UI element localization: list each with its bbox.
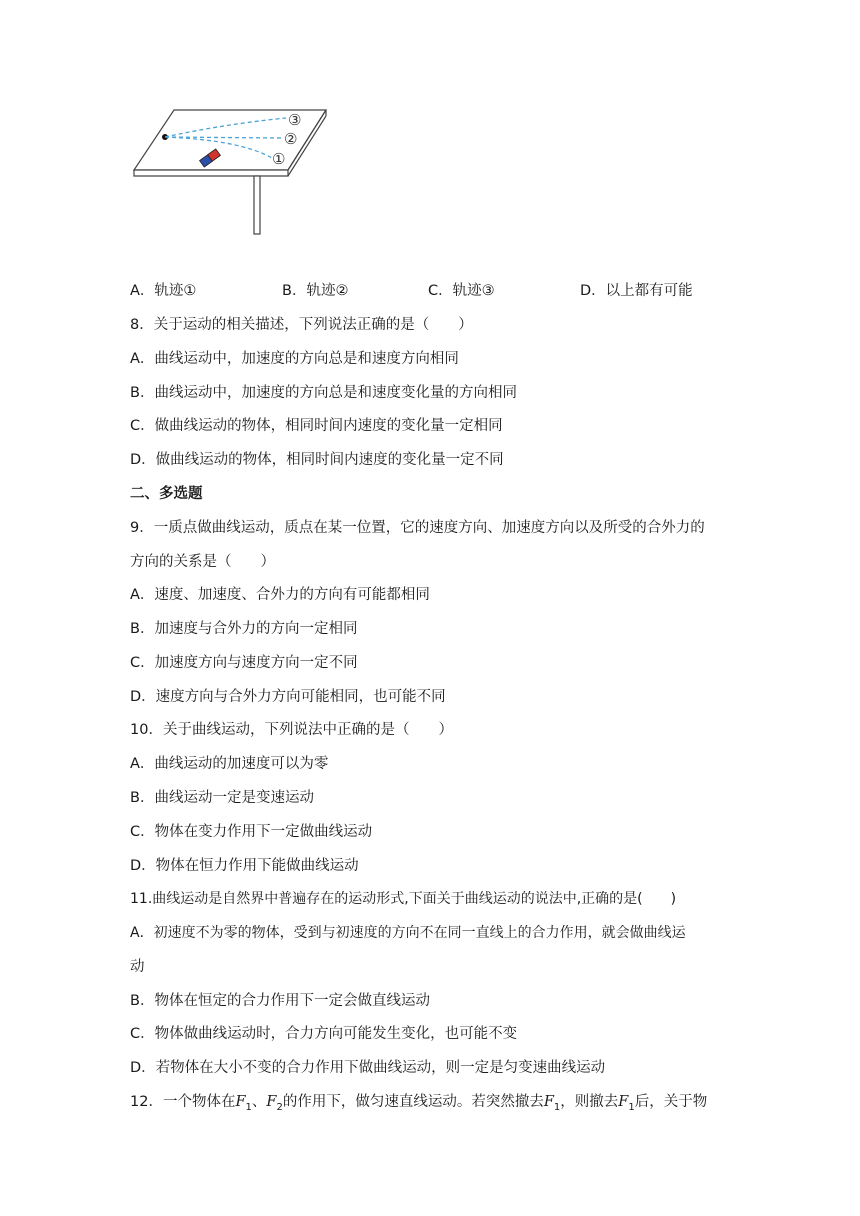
trajectory-label-2: ② — [284, 130, 298, 148]
q8-option-c[interactable]: C．做曲线运动的物体，相同时间内速度的变化量一定相同 — [130, 418, 503, 434]
q10-option-c[interactable]: C．物体在变力作用下一定做曲线运动 — [130, 824, 373, 840]
q7-option-a[interactable]: A．轨迹① — [130, 283, 197, 299]
q9-option-a[interactable]: A．速度、加速度、合外力的方向有可能都相同 — [130, 587, 430, 603]
q11-option-b[interactable]: B．物体在恒定的合力作用下一定会做直线运动 — [130, 993, 430, 1009]
q10-option-d[interactable]: D．物体在恒力作用下能做曲线运动 — [130, 858, 359, 874]
q12-text-1: 12．一个物体在 — [130, 1094, 236, 1110]
section-heading-multiple-choice: 二、多选题 — [130, 486, 203, 502]
table-edge — [134, 170, 288, 176]
trajectory-label-1: ① — [272, 150, 286, 168]
q12-force-f2-subscript: 2 — [276, 1101, 283, 1113]
q12-force-f1-removed-subscript: 1 — [553, 1101, 561, 1113]
q12-text-3: ，则撤去 — [560, 1094, 619, 1110]
q12-text-2: 的作用下，做匀速直线运动。若突然撤去 — [282, 1094, 544, 1110]
q8-stem: 8．关于运动的相关描述，下列说法正确的是（ ） — [130, 317, 473, 333]
q8-option-d[interactable]: D．做曲线运动的物体，相同时间内速度的变化量一定不同 — [130, 452, 504, 468]
q12-force-f2: F — [266, 1094, 277, 1110]
q11-option-d[interactable]: D．若物体在大小不变的合力作用下做曲线运动，则一定是匀变速曲线运动 — [130, 1060, 606, 1076]
q12-stem — [130, 1092, 707, 1118]
q9-option-b[interactable]: B．加速度与合外力的方向一定相同 — [130, 621, 358, 637]
q9-stem-line2: 方向的关系是（ ） — [130, 554, 275, 570]
table-leg — [254, 176, 260, 234]
q9-stem-line1: 9．一质点做曲线运动，质点在某一位置，它的速度方向、加速度方向以及所受的合外力的 — [130, 520, 705, 536]
q9-option-d[interactable]: D．速度方向与合外力方向可能相同，也可能不同 — [130, 689, 446, 705]
q12-separator: 、 — [251, 1094, 267, 1110]
q8-option-b[interactable]: B．曲线运动中，加速度的方向总是和速度变化量的方向相同 — [130, 385, 517, 401]
q12-force-f1-after-subscript: 1 — [628, 1101, 635, 1113]
q10-option-b[interactable]: B．曲线运动一定是变速运动 — [130, 790, 314, 806]
trajectory-label-3: ③ — [288, 111, 302, 129]
q12-force-f1-after: F — [618, 1094, 629, 1110]
q7-option-b[interactable]: B．轨迹② — [282, 283, 349, 299]
q10-stem: 10．关于曲线运动，下列说法中正确的是（ ） — [130, 722, 453, 738]
q7-option-c[interactable]: C．轨迹③ — [428, 283, 495, 299]
q11-stem: 11.曲线运动是自然界中普遍存在的运动形式,下面关于曲线运动的说法中,正确的是( ) — [130, 891, 677, 907]
q12-force-f1-removed: F — [543, 1094, 554, 1110]
q9-option-c[interactable]: C．加速度方向与速度方向一定不同 — [130, 655, 358, 671]
q12-force-f1: F — [235, 1094, 246, 1110]
q7-option-d[interactable]: D．以上都有可能 — [580, 283, 693, 299]
experiment-figure — [130, 102, 330, 238]
q11-option-a-line1[interactable]: A．初速度不为零的物体，受到与初速度的方向不在同一直线上的合力作用，就会做曲线运 — [130, 925, 686, 941]
q11-option-c[interactable]: C．物体做曲线运动时，合力方向可能发生变化，也可能不变 — [130, 1026, 518, 1042]
q12-force-f1-subscript: 1 — [245, 1101, 252, 1113]
q10-option-a[interactable]: A．曲线运动的加速度可以为零 — [130, 756, 329, 772]
q11-option-a-line2[interactable]: 动 — [130, 959, 145, 975]
q8-option-a[interactable]: A．曲线运动中，加速度的方向总是和速度方向相同 — [130, 351, 459, 367]
q12-text-4: 后，关于物 — [634, 1094, 708, 1110]
